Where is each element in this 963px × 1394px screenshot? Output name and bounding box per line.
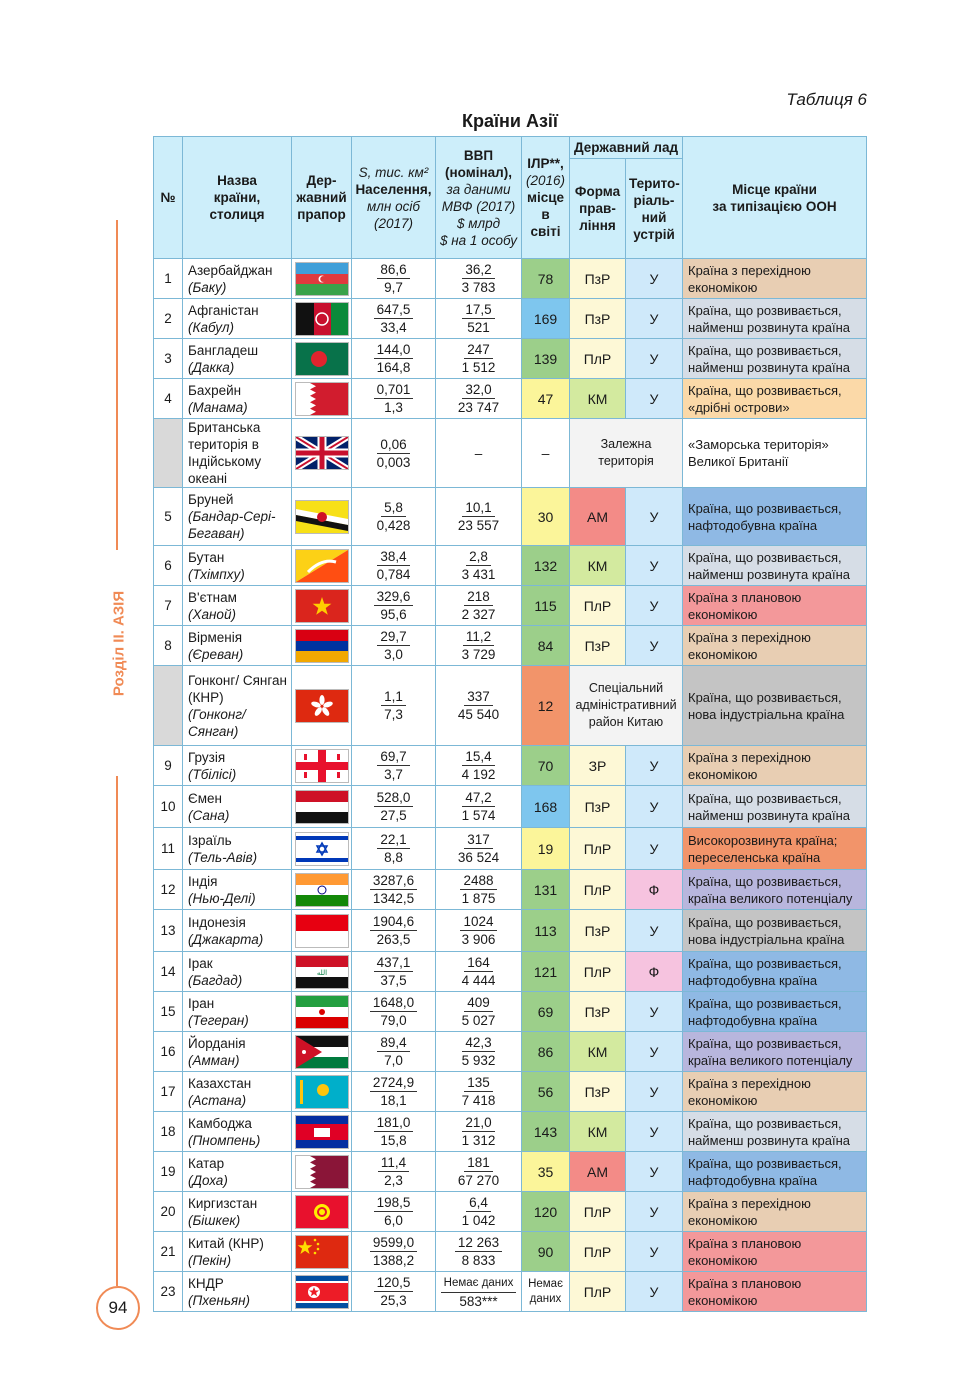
table-title: Країни Азії xyxy=(461,111,558,131)
flag-icon xyxy=(295,262,349,296)
table-row xyxy=(154,1112,867,1152)
un-classification: Країна, що розвивається, «дрібні острови» xyxy=(683,379,867,419)
territorial-structure: У xyxy=(626,488,683,546)
country-name: Вірменія (Єреван) xyxy=(183,626,292,666)
row-number: 5 xyxy=(154,488,183,546)
un-classification: Країна, що розвивається, найменш розвинута країна xyxy=(683,339,867,379)
territorial-structure: У xyxy=(626,586,683,626)
un-classification: Країна з плановою економікою xyxy=(683,586,867,626)
territorial-structure: У xyxy=(626,546,683,586)
hong-kong-flag-icon xyxy=(295,689,349,723)
flag-icon xyxy=(295,1195,349,1229)
territorial-structure: У xyxy=(626,339,683,379)
un-classification: Країна з перехідною економікою xyxy=(683,746,867,786)
territorial-structure: У xyxy=(626,259,683,299)
gdp: Немає даних 583*** xyxy=(436,1272,522,1312)
territorial-structure: У xyxy=(626,910,683,952)
hdi-rank: 12 xyxy=(522,666,570,746)
table-row-hong-kong xyxy=(154,666,867,746)
territorial-structure: У xyxy=(626,992,683,1032)
gdp: 11,2 3 729 xyxy=(436,626,522,666)
territorial-structure: У xyxy=(626,1032,683,1072)
gdp: 181 67 270 xyxy=(436,1152,522,1192)
side-line-bottom xyxy=(116,776,118,1286)
un-classification: «Заморська територія» Великої Британії xyxy=(683,419,867,488)
gdp: 247 1 512 xyxy=(436,339,522,379)
country-name: В'єтнам (Ханой) xyxy=(183,586,292,626)
gdp: – xyxy=(436,419,522,488)
table-body xyxy=(154,259,867,1312)
row-number: 8 xyxy=(154,626,183,666)
un-classification: Країна, що розвивається, країна великого потенціалу xyxy=(683,1032,867,1072)
gdp: 15,4 4 192 xyxy=(436,746,522,786)
country-name: Казахстан (Астана) xyxy=(183,1072,292,1112)
area-population: 29,7 3,0 xyxy=(352,626,436,666)
government-form: ПзР xyxy=(570,299,626,339)
table-row xyxy=(154,1232,867,1272)
gdp: 337 45 540 xyxy=(436,666,522,746)
row-number: 19 xyxy=(154,1152,183,1192)
area-population: 9599,0 1388,2 xyxy=(352,1232,436,1272)
government-form: ПлР xyxy=(570,339,626,379)
un-classification: Країна з перехідною економікою xyxy=(683,1072,867,1112)
row-number: 6 xyxy=(154,546,183,586)
flag-icon xyxy=(295,1155,349,1189)
hdi-rank: 69 xyxy=(522,992,570,1032)
area-population: 120,5 25,3 xyxy=(352,1272,436,1312)
gdp: 135 7 418 xyxy=(436,1072,522,1112)
row-number: 1 xyxy=(154,259,183,299)
row-number: 15 xyxy=(154,992,183,1032)
hdi-rank: 86 xyxy=(522,1032,570,1072)
page-number: 94 xyxy=(96,1286,140,1330)
government-form: ПзР xyxy=(570,259,626,299)
header-name: Назва країни, столиця xyxy=(183,137,292,259)
hdi-rank: 143 xyxy=(522,1112,570,1152)
hdi-rank: 35 xyxy=(522,1152,570,1192)
area-population: 437,1 37,5 xyxy=(352,952,436,992)
hdi-rank: – xyxy=(522,419,570,488)
section-label: Розділ ІІ. АЗІЯ xyxy=(110,590,128,697)
table-row xyxy=(154,546,867,586)
row-number: 12 xyxy=(154,870,183,910)
area-population: 5,8 0,428 xyxy=(352,488,436,546)
gdp: 317 36 524 xyxy=(436,828,522,870)
government-form: ЗР xyxy=(570,746,626,786)
area-population: 144,0 164,8 xyxy=(352,339,436,379)
territorial-structure: У xyxy=(626,299,683,339)
government-form: АМ xyxy=(570,1152,626,1192)
row-number: 11 xyxy=(154,828,183,870)
row-number: 7 xyxy=(154,586,183,626)
header-terr: Терито- ріаль- ний устрій xyxy=(626,159,683,259)
area-population: 2724,9 18,1 xyxy=(352,1072,436,1112)
gdp: 17,5 521 xyxy=(436,299,522,339)
country-name: Азербайджан (Баку) xyxy=(183,259,292,299)
table-row xyxy=(154,786,867,828)
government-form: ПлР xyxy=(570,1192,626,1232)
hdi-rank: 84 xyxy=(522,626,570,666)
government-form: КМ xyxy=(570,1112,626,1152)
country-name: Китай (КНР) (Пекін) xyxy=(183,1232,292,1272)
country-name: Індонезія (Джакарта) xyxy=(183,910,292,952)
area-population: 22,1 8,8 xyxy=(352,828,436,870)
un-classification: Країна з плановою економікою xyxy=(683,1232,867,1272)
header-hdi: ІЛР**, (2016) місце в світі xyxy=(522,137,570,259)
table-row xyxy=(154,992,867,1032)
row-number: 18 xyxy=(154,1112,183,1152)
area-population: 329,6 95,6 xyxy=(352,586,436,626)
row-number: 2 xyxy=(154,299,183,339)
hdi-rank: Немає даних xyxy=(522,1272,570,1312)
hdi-rank: 168 xyxy=(522,786,570,828)
header-form: Форма прав- ління xyxy=(570,159,626,259)
hdi-rank: 121 xyxy=(522,952,570,992)
area-population: 647,5 33,4 xyxy=(352,299,436,339)
un-classification: Країна з перехідною економікою xyxy=(683,259,867,299)
area-population: 181,0 15,8 xyxy=(352,1112,436,1152)
government-form: ПзР xyxy=(570,910,626,952)
un-classification: Високорозвинута країна; переселенська країна xyxy=(683,828,867,870)
gdp: 36,2 3 783 xyxy=(436,259,522,299)
flag-icon xyxy=(295,500,349,534)
flag-icon xyxy=(295,790,349,824)
country-name: Камбоджа (Пномпень) xyxy=(183,1112,292,1152)
un-classification: Країна, що розвивається, нафтодобувна країна xyxy=(683,952,867,992)
government-form: ПзР xyxy=(570,786,626,828)
svg-text:الله: الله xyxy=(316,968,328,977)
territorial-structure: У xyxy=(626,1072,683,1112)
gdp: 12 263 8 833 xyxy=(436,1232,522,1272)
asia-countries-table xyxy=(153,136,867,1312)
gdp: 6,4 1 042 xyxy=(436,1192,522,1232)
table-row xyxy=(154,746,867,786)
territorial-structure: У xyxy=(626,1112,683,1152)
table-row xyxy=(154,626,867,666)
territorial-structure: У xyxy=(626,746,683,786)
government-form: ПлР xyxy=(570,1272,626,1312)
table-row xyxy=(154,379,867,419)
table-row xyxy=(154,259,867,299)
territorial-structure: У xyxy=(626,1232,683,1272)
territorial-structure: У xyxy=(626,828,683,870)
hdi-rank: 132 xyxy=(522,546,570,586)
gdp: 164 4 444 xyxy=(436,952,522,992)
gdp: 21,0 1 312 xyxy=(436,1112,522,1152)
flag-icon xyxy=(295,589,349,623)
table-row xyxy=(154,299,867,339)
government-form: ПзР xyxy=(570,992,626,1032)
country-name: Катар (Доха) xyxy=(183,1152,292,1192)
flag-icon xyxy=(295,342,349,376)
area-population: 1,1 7,3 xyxy=(352,666,436,746)
government-form: КМ xyxy=(570,379,626,419)
gdp: 218 2 327 xyxy=(436,586,522,626)
header-gdp: ВВП (номінал), за даними МВФ (2017) $ млрд $ на 1 особу xyxy=(436,137,522,259)
hdi-rank: 30 xyxy=(522,488,570,546)
hdi-rank: 169 xyxy=(522,299,570,339)
government-form: ПлР xyxy=(570,1232,626,1272)
gdp: 42,3 5 932 xyxy=(436,1032,522,1072)
government-form: КМ xyxy=(570,546,626,586)
hdi-rank: 113 xyxy=(522,910,570,952)
un-classification: Країна з перехідною економікою xyxy=(683,1192,867,1232)
table-row-british-territory xyxy=(154,419,867,488)
table-row xyxy=(154,1152,867,1192)
country-name: Гонконг/ Сянган (КНР) (Гонконг/ Сянган) xyxy=(183,666,292,746)
flag-icon xyxy=(295,914,349,948)
government-form: ПзР xyxy=(570,626,626,666)
row-number: 10 xyxy=(154,786,183,828)
territorial-structure: У xyxy=(626,1272,683,1312)
hdi-rank: 139 xyxy=(522,339,570,379)
row-number: 23 xyxy=(154,1272,183,1312)
un-classification: Країна, що розвивається, нова індустріальна країна xyxy=(683,666,867,746)
country-name: КНДР (Пхеньян) xyxy=(183,1272,292,1312)
country-name: Бруней (Бандар-Сері-Бегаван) xyxy=(183,488,292,546)
hdi-rank: 120 xyxy=(522,1192,570,1232)
flag-icon xyxy=(295,382,349,416)
country-name: Ізраїль (Тель-Авів) xyxy=(183,828,292,870)
table-caption: Таблиця 6 xyxy=(786,90,867,109)
government-form: КМ xyxy=(570,1032,626,1072)
government-form: ПлР xyxy=(570,952,626,992)
territorial-structure: У xyxy=(626,786,683,828)
hdi-rank: 115 xyxy=(522,586,570,626)
row-number: 9 xyxy=(154,746,183,786)
area-population: 86,6 9,7 xyxy=(352,259,436,299)
un-classification: Країна, що розвивається, нафтодобувна країна xyxy=(683,992,867,1032)
un-classification: Країна, що розвивається, найменш розвинута країна xyxy=(683,786,867,828)
gov-status: Спеціальний адміністративний район Китаю xyxy=(570,666,683,746)
uk-flag-icon xyxy=(295,436,349,470)
area-population: 3287,6 1342,5 xyxy=(352,870,436,910)
flag-icon xyxy=(295,873,349,907)
flag-icon xyxy=(295,549,349,583)
row-number: 21 xyxy=(154,1232,183,1272)
flag-icon xyxy=(295,995,349,1029)
government-form: ПлР xyxy=(570,828,626,870)
country-name: Ємен (Сана) xyxy=(183,786,292,828)
hdi-rank: 90 xyxy=(522,1232,570,1272)
country-name: Йорданія (Амман) xyxy=(183,1032,292,1072)
country-name: Іран (Тегеран) xyxy=(183,992,292,1032)
gdp: 10,1 23 557 xyxy=(436,488,522,546)
table-row xyxy=(154,1072,867,1112)
table-row xyxy=(154,952,867,992)
area-population: 1648,0 79,0 xyxy=(352,992,436,1032)
table-row xyxy=(154,586,867,626)
country-name: Ірак (Багдад) xyxy=(183,952,292,992)
country-name: Британська територія в Індійському океані xyxy=(183,419,292,488)
area-population: 69,7 3,7 xyxy=(352,746,436,786)
table-row xyxy=(154,1032,867,1072)
area-population: 0,06 0,003 xyxy=(352,419,436,488)
flag-icon xyxy=(295,302,349,336)
row-number: 3 xyxy=(154,339,183,379)
header-area: S, тис. км² Населення, млн осіб (2017) xyxy=(352,137,436,259)
area-population: 198,5 6,0 xyxy=(352,1192,436,1232)
un-classification: Країна, що розвивається, країна великого потенціалу xyxy=(683,870,867,910)
row-number: 20 xyxy=(154,1192,183,1232)
country-name: Грузія (Тбілісі) xyxy=(183,746,292,786)
area-population: 38,4 0,784 xyxy=(352,546,436,586)
table-row xyxy=(154,870,867,910)
area-population: 528,0 27,5 xyxy=(352,786,436,828)
territorial-structure: У xyxy=(626,1152,683,1192)
hdi-rank: 19 xyxy=(522,828,570,870)
flag-icon xyxy=(295,1115,349,1149)
government-form: АМ xyxy=(570,488,626,546)
header-gov-group: Державний лад xyxy=(570,137,683,159)
un-classification: Країна з плановою економікою xyxy=(683,1272,867,1312)
un-classification: Країна, що розвивається, найменш розвинута країна xyxy=(683,299,867,339)
hdi-rank: 70 xyxy=(522,746,570,786)
table-row xyxy=(154,1192,867,1232)
gdp: 1024 3 906 xyxy=(436,910,522,952)
un-classification: Країна, що розвивається, нафтодобувна країна xyxy=(683,1152,867,1192)
territorial-structure: У xyxy=(626,1192,683,1232)
gdp: 2,8 3 431 xyxy=(436,546,522,586)
gdp: 409 5 027 xyxy=(436,992,522,1032)
row-number: 16 xyxy=(154,1032,183,1072)
gov-status: Залежна територія xyxy=(570,419,683,488)
un-classification: Країна, що розвивається, найменш розвинута країна xyxy=(683,546,867,586)
government-form: ПлР xyxy=(570,586,626,626)
un-classification: Країна, що розвивається, нафтодобувна країна xyxy=(683,488,867,546)
government-form: ПзР xyxy=(570,1072,626,1112)
hdi-rank: 78 xyxy=(522,259,570,299)
table-row xyxy=(154,1272,867,1312)
header-place: Місце країни за типізацією ООН xyxy=(683,137,867,259)
area-population: 89,4 7,0 xyxy=(352,1032,436,1072)
country-name: Бангладеш (Дакка) xyxy=(183,339,292,379)
flag-icon xyxy=(295,629,349,663)
table-row xyxy=(154,339,867,379)
territorial-structure: Ф xyxy=(626,952,683,992)
country-name: Бутан (Тхімпху) xyxy=(183,546,292,586)
gdp: 32,0 23 747 xyxy=(436,379,522,419)
territorial-structure: У xyxy=(626,379,683,419)
area-population: 1904,6 263,5 xyxy=(352,910,436,952)
side-line-top xyxy=(116,220,118,550)
hdi-rank: 56 xyxy=(522,1072,570,1112)
table-row xyxy=(154,910,867,952)
gdp: 47,2 1 574 xyxy=(436,786,522,828)
header-no: № xyxy=(154,137,183,259)
flag-icon xyxy=(295,1035,349,1069)
area-population: 0,701 1,3 xyxy=(352,379,436,419)
flag-icon xyxy=(295,749,349,783)
un-classification: Країна, що розвивається, найменш розвинута країна xyxy=(683,1112,867,1152)
un-classification: Країна, що розвивається, нова індустріальна країна xyxy=(683,910,867,952)
flag-icon xyxy=(295,832,349,866)
hdi-rank: 47 xyxy=(522,379,570,419)
country-name: Афганістан (Кабул) xyxy=(183,299,292,339)
country-name: Киргизстан (Бішкек) xyxy=(183,1192,292,1232)
government-form: ПлР xyxy=(570,870,626,910)
territorial-structure: Ф xyxy=(626,870,683,910)
area-population: 11,4 2,3 xyxy=(352,1152,436,1192)
territorial-structure: У xyxy=(626,626,683,666)
un-classification: Країна з перехідною економікою xyxy=(683,626,867,666)
row-number: 14 xyxy=(154,952,183,992)
header-flag: Дер- жавний прапор xyxy=(292,137,352,259)
row-number: 13 xyxy=(154,910,183,952)
flag-icon xyxy=(295,1075,349,1109)
table-row xyxy=(154,488,867,546)
row-number: 4 xyxy=(154,379,183,419)
hdi-rank: 131 xyxy=(522,870,570,910)
flag-icon xyxy=(295,1235,349,1269)
country-name: Індія (Нью-Делі) xyxy=(183,870,292,910)
gdp: 2488 1 875 xyxy=(436,870,522,910)
row-number: 17 xyxy=(154,1072,183,1112)
flag-icon xyxy=(295,1275,349,1309)
table-row xyxy=(154,828,867,870)
flag-icon xyxy=(295,955,349,989)
country-name: Бахрейн (Манама) xyxy=(183,379,292,419)
